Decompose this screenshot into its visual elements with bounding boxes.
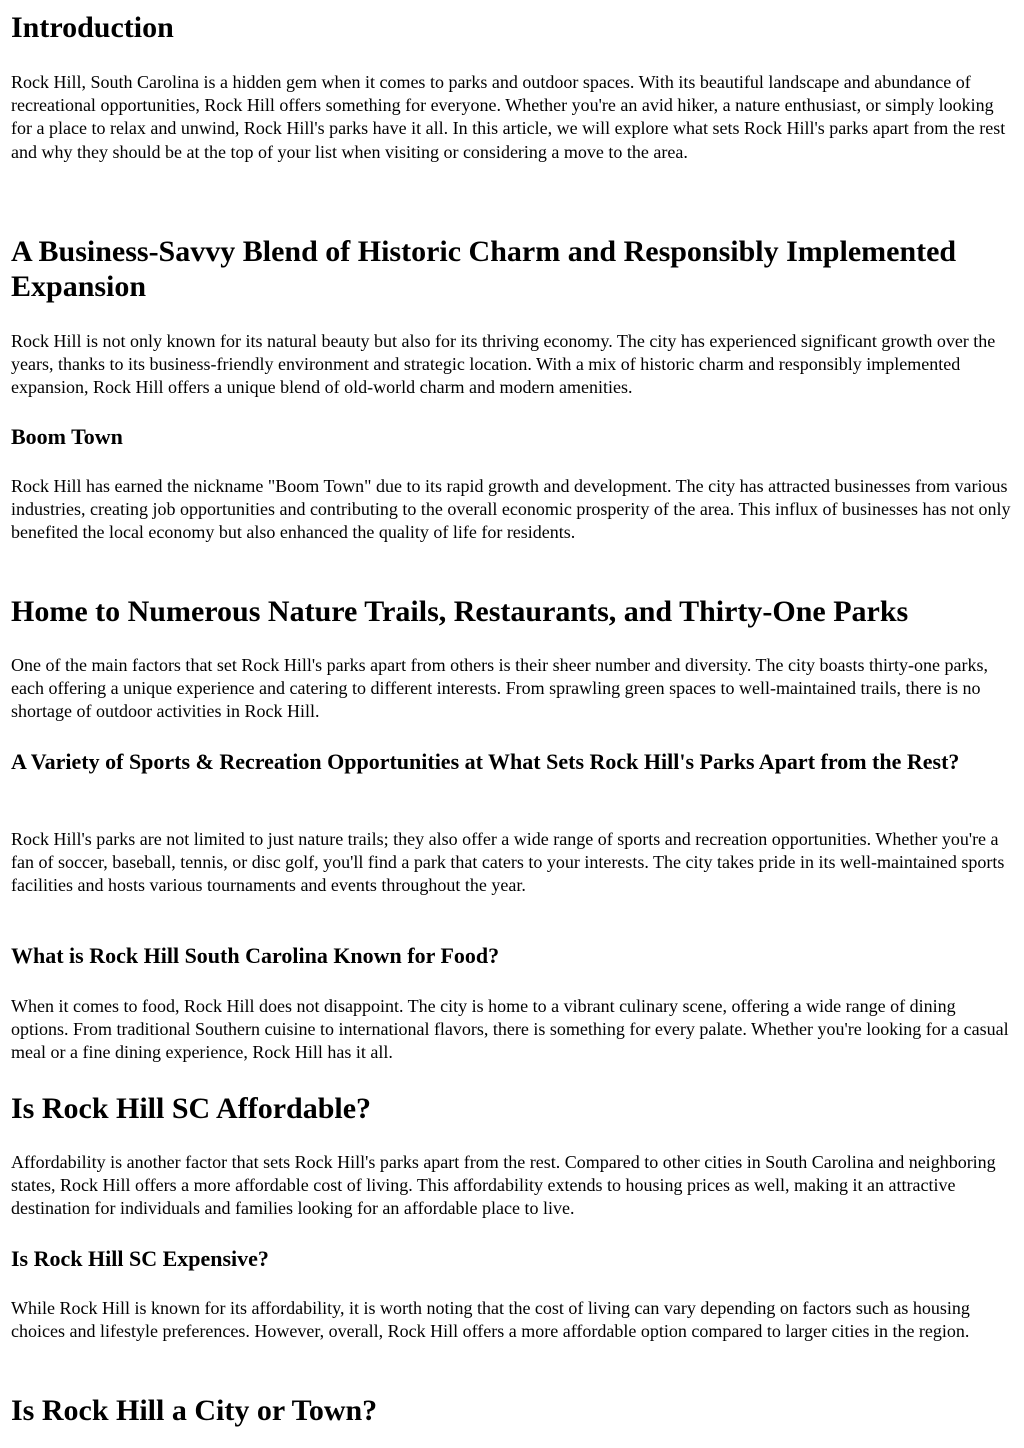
introduction-heading: Introduction — [11, 11, 174, 44]
parks-paragraph: One of the main factors that set Rock Hill's parks apart from others is their sheer number and diversity. The city boasts thirty-one parks, each offering a unique experience and catering to different interests. From sprawling green spaces to well-maintained trails, there is no shortage of outdoor activities in Rock Hill. — [11, 655, 988, 722]
expensive-paragraph: While Rock Hill is known for its affordability, it is worth noting that the cost of living can vary depending on factors such as housing choices and lifestyle preferences. However, overall, Rock Hill offers a more affordable option compared to larger cities in the region. — [11, 1298, 970, 1342]
food-paragraph: When it comes to food, Rock Hill does not disappoint. The city is home to a vibrant culinary scene, offering a wide range of dining options. From traditional Southern cuisine to international flavors, there is something for every palate. Whether you're looking for a casual meal or a fine dining experience, Rock Hill has it all. — [11, 996, 1009, 1063]
introduction-paragraph: Rock Hill, South Carolina is a hidden gem when it comes to parks and outdoor spaces. With its beautiful landscape and abundance of recreational opportunities, Rock Hill offers something for everyone. Whether you're an avid hiker, a nature enthusiast, or simply looking for a place to relax and unwind, Rock Hill's parks have it all. In this article, we will explore what sets Rock Hill's parks apart from the rest and why they should be at the top of your list when visiting or considering a move to the area. — [11, 72, 1006, 162]
business-savvy-paragraph: Rock Hill is not only known for its natural beauty but also for its thriving economy. The city has experienced significant growth over the years, thanks to its business-friendly environment and strategic location. With a mix of historic charm and responsibly implemented expansion, Rock Hill offers a unique blend of old-world charm and modern amenities. — [11, 331, 996, 398]
affordable-heading: Is Rock Hill SC Affordable? — [11, 1092, 372, 1125]
sports-paragraph: Rock Hill's parks are not limited to just nature trails; they also offer a wide range of sports and recreation opportunities. Whether you're a fan of soccer, baseball, tennis, or disc golf, you'll find a park that caters to your interests. The city takes pride in its well-maintained sports facilities and hosts various tournaments and events throughout the year. — [11, 829, 1005, 896]
food-heading: What is Rock Hill South Carolina Known for Food? — [11, 943, 500, 968]
affordable-paragraph: Affordability is another factor that sets Rock Hill's parks apart from the rest. Compared to other cities in South Carolina and neighboring states, Rock Hill offers a more affordable cost of living. This affordability extends to housing prices as well, making it an attractive destination for individuals and families looking for an affordable place to live. — [11, 1152, 996, 1219]
business-savvy-heading: A Business-Savvy Blend of Historic Charm and Responsibly Implemented Expansion — [11, 235, 957, 303]
expensive-heading: Is Rock Hill SC Expensive? — [11, 1246, 269, 1271]
city-or-town-heading: Is Rock Hill a City or Town? — [11, 1394, 378, 1427]
parks-heading: Home to Numerous Nature Trails, Restaurants, and Thirty-One Parks — [11, 595, 909, 628]
sports-heading: A Variety of Sports & Recreation Opportunities at What Sets Rock Hill's Parks Apart from the Rest? — [11, 749, 960, 774]
boom-town-paragraph: Rock Hill has earned the nickname "Boom Town" due to its rapid growth and development. The city has attracted businesses from various industries, creating job opportunities and contributing to the overall economic prosperity of the area. This influx of businesses has not only benefited the local economy but also enhanced the quality of life for residents. — [11, 476, 1011, 543]
boom-town-heading: Boom Town — [11, 424, 123, 449]
